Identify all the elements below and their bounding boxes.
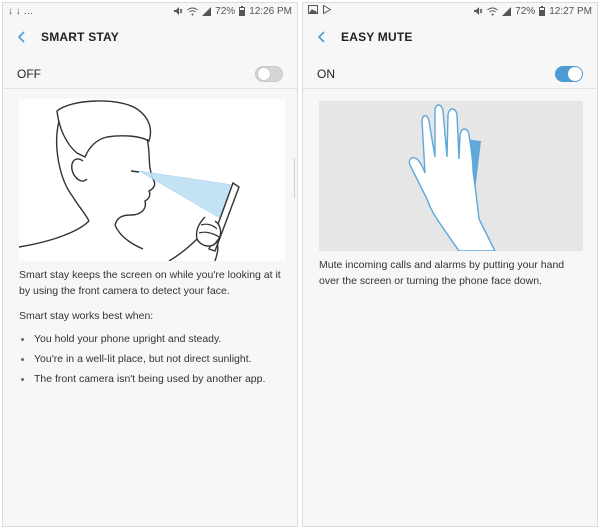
feature-description: Mute incoming calls and alarms by putting your hand over the screen or turning the phone face down. <box>319 259 565 288</box>
list-item: The front camera isn't being used by another app. <box>21 369 291 389</box>
easy-mute-screen <box>302 2 598 527</box>
battery-icon <box>539 6 545 16</box>
status-bar <box>3 3 297 19</box>
smart-stay-switch[interactable] <box>255 66 283 82</box>
status-bar <box>303 3 597 19</box>
wifi-icon <box>487 7 498 16</box>
toggle-state-label: OFF <box>17 66 41 81</box>
easy-mute-illustration <box>319 101 583 251</box>
chevron-left-icon <box>317 31 327 43</box>
battery-percent: 72% <box>515 5 536 17</box>
edge-panel-handle[interactable] <box>294 158 297 198</box>
clock: 12:27 PM <box>549 5 592 17</box>
app-bar <box>303 19 597 55</box>
feature-description: Smart stay keeps the screen on while you're looking at it by using the front camera to detect your face. <box>19 269 281 298</box>
gallery-icon <box>308 5 318 17</box>
toggle-state-label: ON <box>317 66 335 81</box>
master-toggle-row[interactable] <box>3 59 297 89</box>
smart-stay-screen <box>2 2 298 527</box>
app-bar <box>3 19 297 55</box>
mute-icon <box>473 6 483 16</box>
master-toggle-row[interactable] <box>303 59 597 89</box>
battery-percent: 72% <box>215 5 236 17</box>
page-title: EASY MUTE <box>341 30 413 44</box>
signal-icon <box>502 7 511 16</box>
tips-heading: Smart stay works best when: <box>19 310 154 322</box>
play-store-icon <box>323 5 331 17</box>
bullet <box>21 338 24 341</box>
list-item: You're in a well-lit place, but not direct sunlight. <box>21 349 291 369</box>
list-item: You hold your phone upright and steady. <box>21 329 291 349</box>
back-button[interactable] <box>303 19 341 55</box>
bullet <box>21 378 24 381</box>
clock: 12:26 PM <box>249 5 292 17</box>
wifi-icon <box>187 7 198 16</box>
back-button[interactable] <box>3 19 41 55</box>
notification-icons: ↓ ↓ … <box>8 5 34 17</box>
mute-icon <box>173 6 183 16</box>
tips-list <box>21 329 291 389</box>
page-title: SMART STAY <box>41 30 120 44</box>
battery-icon <box>239 6 245 16</box>
smart-stay-illustration <box>19 99 285 261</box>
easy-mute-switch[interactable] <box>555 66 583 82</box>
signal-icon <box>202 7 211 16</box>
chevron-left-icon <box>17 31 27 43</box>
bullet <box>21 358 24 361</box>
